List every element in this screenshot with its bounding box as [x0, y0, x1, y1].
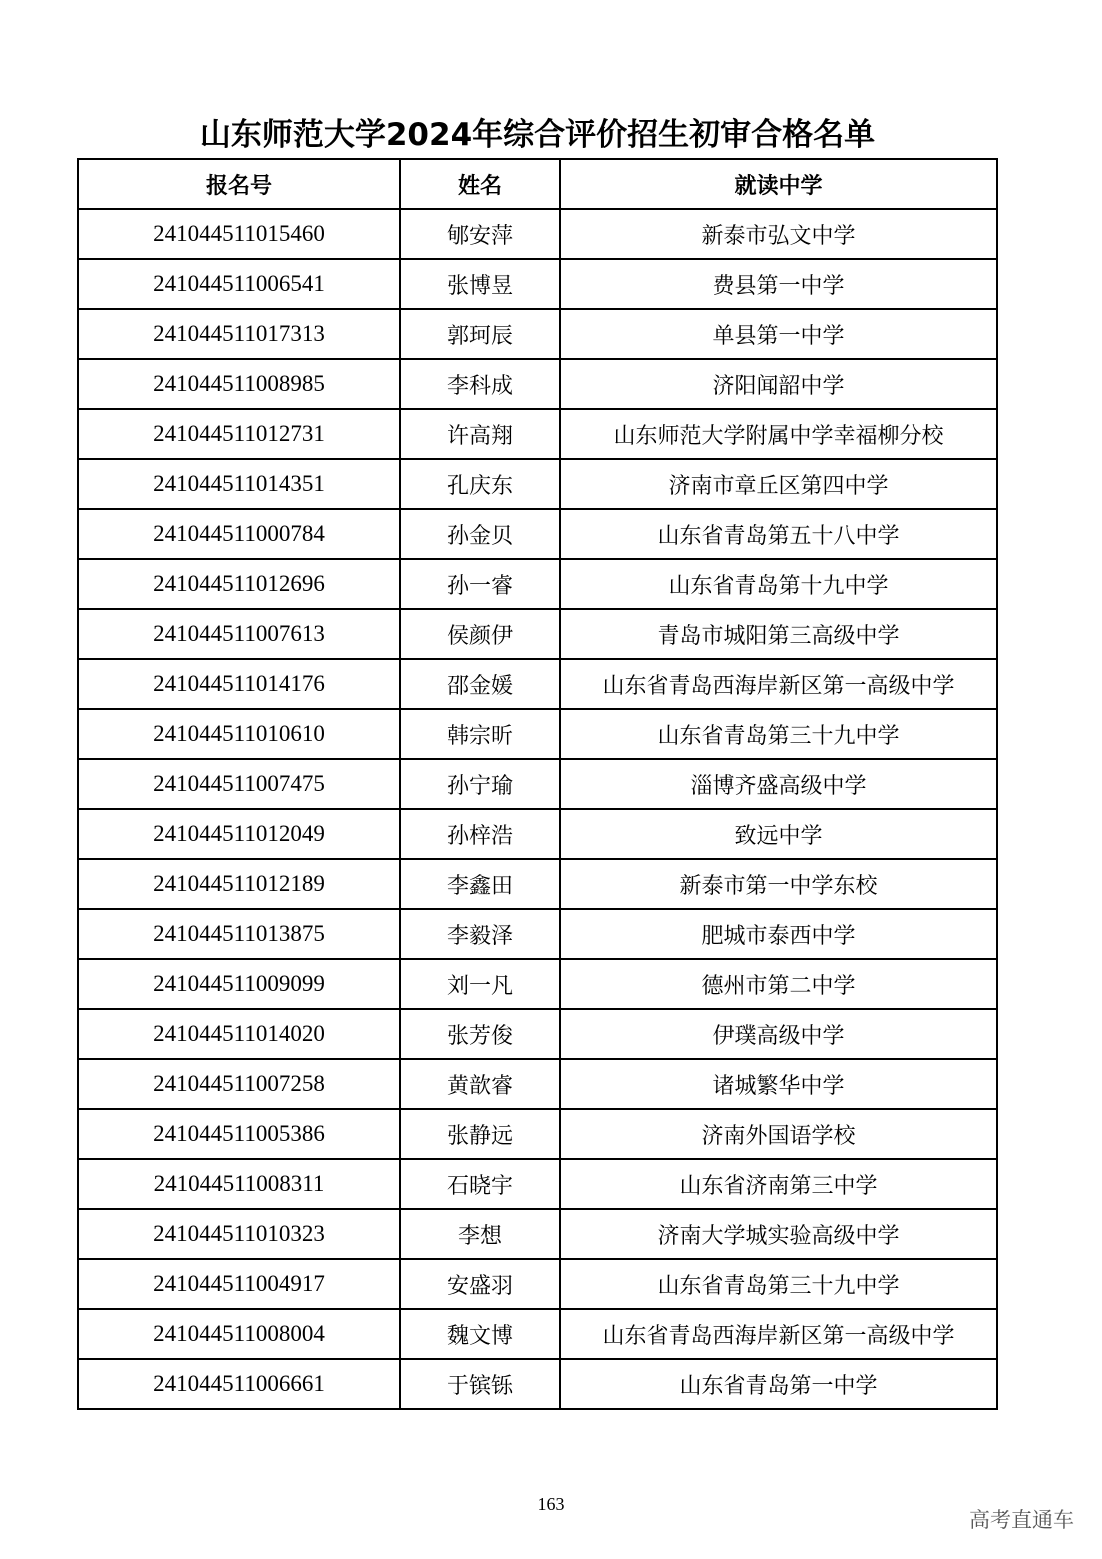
table-row: [78, 909, 997, 959]
school-cell: 济南外国语学校: [560, 1109, 997, 1159]
table-row: [78, 259, 997, 309]
school-cell: 青岛市城阳第三高级中学: [560, 609, 997, 659]
school-cell: 山东省青岛第三十九中学: [560, 709, 997, 759]
registration-number-cell: 241044511007613: [78, 609, 400, 659]
student-name-cell: 侯颜伊: [400, 609, 560, 659]
registration-number-cell: 241044511006661: [78, 1359, 400, 1409]
student-name-cell: 石晓宇: [400, 1159, 560, 1209]
registration-number-cell: 241044511012049: [78, 809, 400, 859]
table-row: [78, 1359, 997, 1409]
registration-number-cell: 241044511008311: [78, 1159, 400, 1209]
student-name-cell: 李鑫田: [400, 859, 560, 909]
registration-number-cell: 241044511012189: [78, 859, 400, 909]
student-name-cell: 张静远: [400, 1109, 560, 1159]
school-cell: 山东师范大学附属中学幸福柳分校: [560, 409, 997, 459]
table-row: [78, 1159, 997, 1209]
table-row: [78, 1309, 997, 1359]
table-row: [78, 959, 997, 1009]
table-row: [78, 809, 997, 859]
header-name: 姓名: [400, 159, 560, 209]
school-cell: 单县第一中学: [560, 309, 997, 359]
school-cell: 致远中学: [560, 809, 997, 859]
registration-number-cell: 241044511005386: [78, 1109, 400, 1159]
table-row: [78, 509, 997, 559]
table-row: [78, 459, 997, 509]
student-name-cell: 于镔铄: [400, 1359, 560, 1409]
registration-number-cell: 241044511014176: [78, 659, 400, 709]
student-name-cell: 刘一凡: [400, 959, 560, 1009]
school-cell: 诸城繁华中学: [560, 1059, 997, 1109]
registration-number-cell: 241044511000784: [78, 509, 400, 559]
student-name-cell: 张博昱: [400, 259, 560, 309]
school-cell: 淄博齐盛高级中学: [560, 759, 997, 809]
table-header-row: [78, 159, 997, 209]
table-row: [78, 609, 997, 659]
table-row: [78, 1009, 997, 1059]
registration-number-cell: 241044511007258: [78, 1059, 400, 1109]
registration-number-cell: 241044511004917: [78, 1259, 400, 1309]
student-name-cell: 韩宗昕: [400, 709, 560, 759]
school-cell: 济阳闻韶中学: [560, 359, 997, 409]
registration-number-cell: 241044511010323: [78, 1209, 400, 1259]
school-cell: 济南大学城实验高级中学: [560, 1209, 997, 1259]
registration-number-cell: 241044511009099: [78, 959, 400, 1009]
table-row: [78, 1209, 997, 1259]
table-row: [78, 1259, 997, 1309]
student-name-cell: 张芳俊: [400, 1009, 560, 1059]
school-cell: 山东省青岛第三十九中学: [560, 1259, 997, 1309]
header-school: 就读中学: [560, 159, 997, 209]
page-title: 山东师范大学2024年综合评价招生初审合格名单: [199, 117, 876, 153]
table-row: [78, 659, 997, 709]
student-name-cell: 孔庆东: [400, 459, 560, 509]
school-cell: 新泰市第一中学东校: [560, 859, 997, 909]
table-row: [78, 359, 997, 409]
student-name-cell: 魏文博: [400, 1309, 560, 1359]
table-row: [78, 859, 997, 909]
page-number: 163: [537, 1494, 565, 1514]
registration-number-cell: 241044511014351: [78, 459, 400, 509]
student-name-cell: 孙梓浩: [400, 809, 560, 859]
student-name-cell: 郇安萍: [400, 209, 560, 259]
student-name-cell: 孙一睿: [400, 559, 560, 609]
school-cell: 济南市章丘区第四中学: [560, 459, 997, 509]
student-name-cell: 邵金媛: [400, 659, 560, 709]
registration-number-cell: 241044511015460: [78, 209, 400, 259]
table-row: [78, 709, 997, 759]
registration-number-cell: 241044511017313: [78, 309, 400, 359]
school-cell: 伊璞高级中学: [560, 1009, 997, 1059]
student-name-cell: 安盛羽: [400, 1259, 560, 1309]
registration-number-cell: 241044511012696: [78, 559, 400, 609]
registration-number-cell: 241044511007475: [78, 759, 400, 809]
student-name-cell: 李毅泽: [400, 909, 560, 959]
table-row: [78, 1059, 997, 1109]
registration-number-cell: 241044511013875: [78, 909, 400, 959]
student-name-cell: 孙金贝: [400, 509, 560, 559]
header-registration-number: 报名号: [78, 159, 400, 209]
school-cell: 山东省济南第三中学: [560, 1159, 997, 1209]
school-cell: 山东省青岛第五十八中学: [560, 509, 997, 559]
registration-number-cell: 241044511008985: [78, 359, 400, 409]
registration-number-cell: 241044511006541: [78, 259, 400, 309]
registration-number-cell: 241044511008004: [78, 1309, 400, 1359]
table-row: [78, 209, 997, 259]
student-name-cell: 许高翔: [400, 409, 560, 459]
table-row: [78, 559, 997, 609]
student-name-cell: 黄歆睿: [400, 1059, 560, 1109]
student-name-cell: 郭珂辰: [400, 309, 560, 359]
table-row: [78, 759, 997, 809]
school-cell: 山东省青岛第一中学: [560, 1359, 997, 1409]
table-row: [78, 409, 997, 459]
school-cell: 德州市第二中学: [560, 959, 997, 1009]
student-name-cell: 李想: [400, 1209, 560, 1259]
table-row: [78, 309, 997, 359]
table-row: [78, 1109, 997, 1159]
registration-number-cell: 241044511012731: [78, 409, 400, 459]
watermark: 高考直通车: [969, 1508, 1074, 1532]
school-cell: 肥城市泰西中学: [560, 909, 997, 959]
registration-number-cell: 241044511010610: [78, 709, 400, 759]
table-body: [78, 209, 997, 1409]
school-cell: 山东省青岛西海岸新区第一高级中学: [560, 659, 997, 709]
school-cell: 新泰市弘文中学: [560, 209, 997, 259]
school-cell: 山东省青岛第十九中学: [560, 559, 997, 609]
student-name-cell: 孙宁瑜: [400, 759, 560, 809]
school-cell: 费县第一中学: [560, 259, 997, 309]
student-name-cell: 李科成: [400, 359, 560, 409]
admission-list-table: [77, 158, 998, 1410]
school-cell: 山东省青岛西海岸新区第一高级中学: [560, 1309, 997, 1359]
registration-number-cell: 241044511014020: [78, 1009, 400, 1059]
